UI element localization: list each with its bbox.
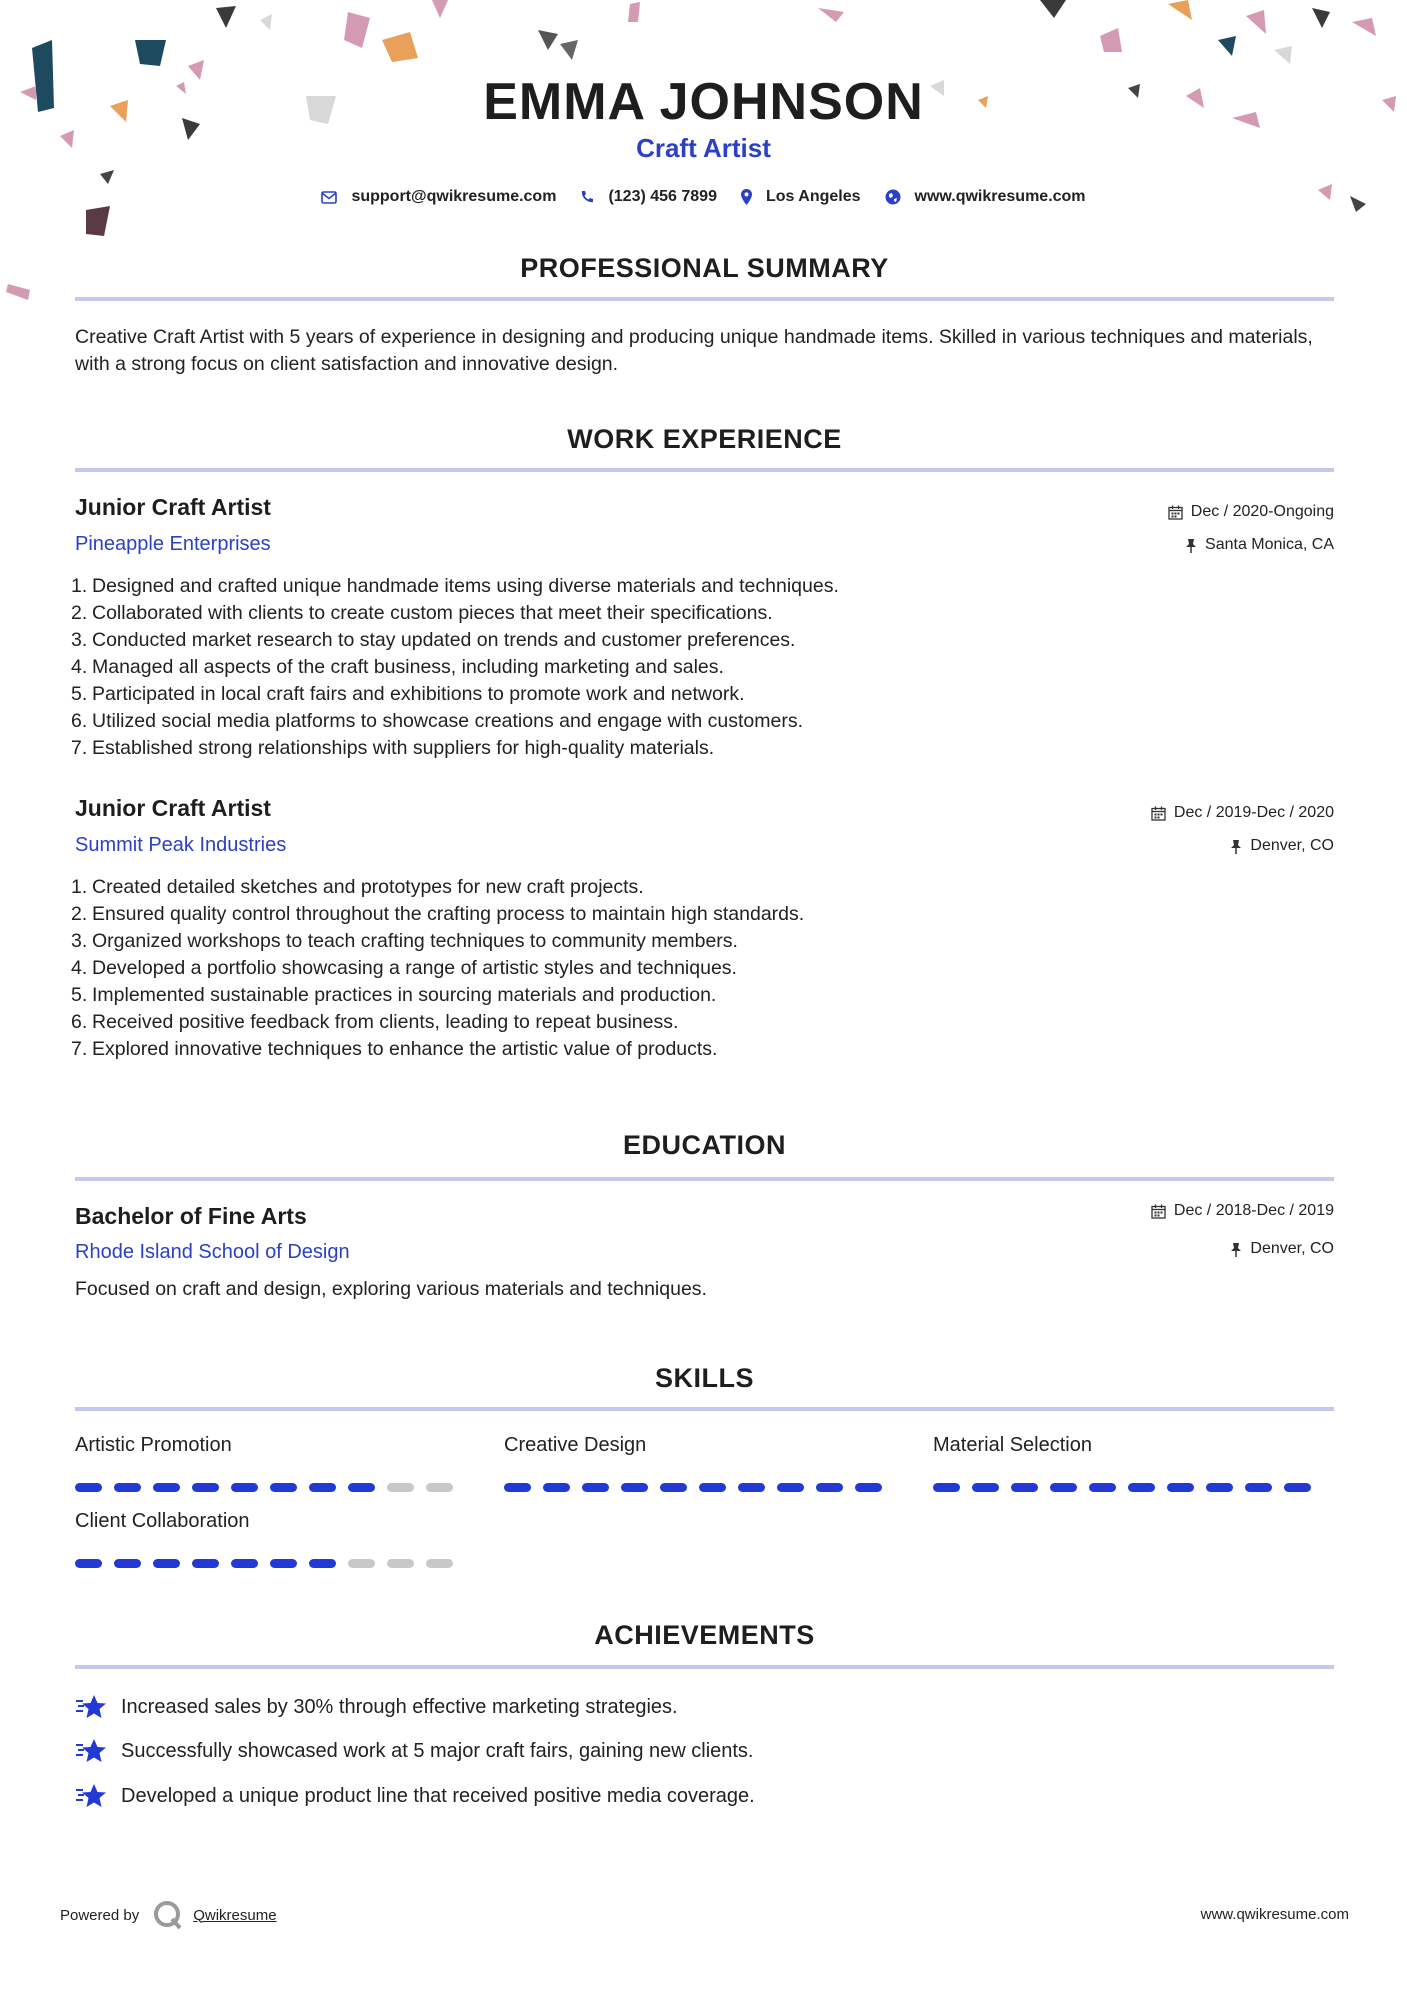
contact-bar (0, 188, 1407, 206)
skill-level-dash (114, 1483, 141, 1492)
job-bullets (71, 573, 1271, 762)
skill-level-bar (933, 1483, 1323, 1492)
skill-name: Creative Design (504, 1434, 647, 1456)
list-item: 5. Participated in local craft fairs and exhibitions to promote work and network. (71, 681, 1271, 708)
achievement-text: Developed a unique product line that received positive media coverage. (121, 1784, 755, 1807)
job-bullets (71, 874, 1271, 1063)
school-name: Rhode Island School of Design (75, 1241, 350, 1263)
skill-level-dash (621, 1483, 648, 1492)
skill-name: Artistic Promotion (75, 1434, 232, 1456)
job-company: Summit Peak Industries (75, 834, 287, 856)
list-item: 1. Designed and crafted unique handmade items using diverse materials and techniques. (71, 573, 1271, 600)
education-description: Focused on craft and design, exploring various materials and techniques. (75, 1278, 707, 1300)
job-company: Pineapple Enterprises (75, 533, 271, 555)
skill-level-dash (309, 1559, 336, 1568)
skills-divider (75, 1407, 1334, 1411)
skill-name: Material Selection (933, 1434, 1092, 1456)
job-dates (1168, 503, 1334, 521)
candidate-role: Craft Artist (636, 133, 771, 163)
envelope-icon (321, 191, 337, 204)
summary-text: Creative Craft Artist with 5 years of experience in designing and producing unique handmade items. Skilled in various techniques and materials, with a strong focus on client satisfaction and innovative design. (75, 326, 1313, 375)
skill-level-dash (738, 1483, 765, 1492)
achievement-item (75, 1782, 755, 1810)
powered-by-label: Powered by (60, 1906, 140, 1924)
education-heading: EDUCATION (623, 1130, 786, 1160)
skill-level-dash (1284, 1483, 1311, 1492)
skill-level-dash (387, 1483, 414, 1492)
list-item: 6. Received positive feedback from clients, leading to repeat business. (71, 1009, 1271, 1036)
star-icon (75, 1693, 107, 1721)
skill-level-bar (75, 1483, 465, 1492)
achievement-text: Successfully showcased work at 5 major craft fairs, gaining new clients. (121, 1739, 754, 1762)
achievements-divider (75, 1665, 1334, 1669)
experience-heading: WORK EXPERIENCE (567, 424, 842, 454)
skill-level-dash (192, 1559, 219, 1568)
list-item-text: Utilized social media platforms to showcase creations and engage with customers. (92, 710, 804, 732)
education-location (1230, 1240, 1334, 1258)
calendar-icon (1168, 505, 1183, 520)
star-icon (75, 1737, 107, 1765)
list-item-text: Participated in local craft fairs and exhibitions to promote work and network. (92, 683, 745, 705)
list-item-text: Designed and crafted unique handmade items using diverse materials and techniques. (92, 575, 839, 597)
list-item-text: Managed all aspects of the craft business, including marketing and sales. (92, 656, 724, 678)
skill-level-dash (1167, 1483, 1194, 1492)
list-item-text: Ensured quality control throughout the crafting process to maintain high standards. (92, 903, 805, 925)
phone-icon (580, 190, 594, 204)
pushpin-icon (1230, 1242, 1242, 1257)
skill-level-dash (660, 1483, 687, 1492)
list-item-text: Established strong relationships with suppliers for high-quality materials. (92, 737, 715, 759)
list-item: 4. Managed all aspects of the craft business, including marketing and sales. (71, 654, 1271, 681)
calendar-icon (1151, 806, 1166, 821)
summary-divider (75, 297, 1334, 301)
skill-level-dash (1089, 1483, 1116, 1492)
achievement-text: Increased sales by 30% through effective marketing strategies. (121, 1695, 678, 1718)
skill-level-bar (504, 1483, 894, 1492)
job-dates (1151, 804, 1334, 822)
skill-level-dash (1206, 1483, 1233, 1492)
skills-heading: SKILLS (654, 1363, 754, 1393)
contact-location-text: Los Angeles (765, 188, 861, 205)
education-location-text: Denver, CO (1250, 1240, 1334, 1257)
achievement-item (75, 1693, 678, 1721)
footer-powered-by (60, 1900, 277, 1930)
star-icon (75, 1782, 107, 1810)
job-location (1185, 536, 1334, 554)
skill-name: Client Collaboration (75, 1510, 250, 1532)
list-item-text: Developed a portfolio showcasing a range of artistic styles and techniques. (92, 957, 737, 979)
candidate-name: EMMA JOHNSON (483, 73, 924, 131)
skill-level-dash (270, 1483, 297, 1492)
list-item: 2. Ensured quality control throughout the crafting process to maintain high standards. (71, 901, 1271, 928)
pushpin-icon (1230, 839, 1242, 854)
list-item: 7. Established strong relationships with suppliers for high-quality materials. (71, 735, 1271, 762)
contact-phone-text: (123) 456 7899 (608, 188, 717, 205)
contact-location (741, 188, 861, 206)
education-dates (1151, 1202, 1334, 1220)
job-location-text: Santa Monica, CA (1205, 536, 1334, 553)
skill-level-dash (504, 1483, 531, 1492)
skill-level-dash (192, 1483, 219, 1492)
list-item: 2. Collaborated with clients to create custom pieces that meet their specifications. (71, 600, 1271, 627)
job-dates-text: Dec / 2020-Ongoing (1190, 503, 1334, 520)
qwikresume-link[interactable]: Qwikresume (193, 1906, 277, 1924)
skill-level-dash (699, 1483, 726, 1492)
skill-level-dash (426, 1559, 453, 1568)
skill-level-dash (153, 1483, 180, 1492)
contact-email-text: support@qwikresume.com (351, 188, 557, 205)
qwikresume-logo-icon (153, 1900, 183, 1930)
skill-level-dash (75, 1559, 102, 1568)
skill-level-dash (426, 1483, 453, 1492)
job-dates-text: Dec / 2019-Dec / 2020 (1173, 804, 1334, 821)
list-item-text: Collaborated with clients to create custom pieces that meet their specifications. (92, 602, 773, 624)
skill-level-dash (114, 1559, 141, 1568)
degree-title: Bachelor of Fine Arts (75, 1203, 307, 1229)
list-item-text: Conducted market research to stay updated on trends and customer preferences. (92, 629, 796, 651)
experience-divider (75, 468, 1334, 472)
list-item: 5. Implemented sustainable practices in sourcing materials and production. (71, 982, 1271, 1009)
skill-level-dash (231, 1483, 258, 1492)
skill-level-dash (153, 1559, 180, 1568)
skill-level-bar (75, 1559, 465, 1568)
contact-website-text: www.qwikresume.com (914, 188, 1086, 205)
map-pin-icon (741, 189, 752, 205)
calendar-icon (1151, 1204, 1166, 1219)
contact-phone[interactable] (580, 188, 717, 206)
job-location (1230, 837, 1334, 855)
list-item-text: Explored innovative techniques to enhance the artistic value of products. (92, 1038, 718, 1060)
skill-level-dash (348, 1559, 375, 1568)
skill-level-dash (309, 1483, 336, 1492)
job-title: Junior Craft Artist (75, 795, 271, 821)
list-item: 7. Explored innovative techniques to enhance the artistic value of products. (71, 1036, 1271, 1063)
skill-level-dash (816, 1483, 843, 1492)
education-dates-text: Dec / 2018-Dec / 2019 (1173, 1202, 1334, 1219)
list-item: 1. Created detailed sketches and prototypes for new craft projects. (71, 874, 1271, 901)
education-divider (75, 1177, 1334, 1181)
footer-website-link[interactable]: www.qwikresume.com (1200, 1906, 1349, 1923)
skill-level-dash (855, 1483, 882, 1492)
contact-website[interactable] (885, 188, 1086, 206)
skill-level-dash (348, 1483, 375, 1492)
skill-level-dash (543, 1483, 570, 1492)
pushpin-icon (1185, 538, 1197, 553)
skill-level-dash (1245, 1483, 1272, 1492)
skill-level-dash (1128, 1483, 1155, 1492)
skill-level-dash (1011, 1483, 1038, 1492)
achievements-heading: ACHIEVEMENTS (594, 1620, 815, 1650)
list-item: 3. Organized workshops to teach crafting techniques to community members. (71, 928, 1271, 955)
skill-level-dash (972, 1483, 999, 1492)
skill-level-dash (582, 1483, 609, 1492)
skill-level-dash (933, 1483, 960, 1492)
list-item-text: Received positive feedback from clients, leading to repeat business. (92, 1011, 679, 1033)
achievement-item (75, 1737, 754, 1765)
skill-level-dash (777, 1483, 804, 1492)
list-item-text: Organized workshops to teach crafting techniques to community members. (92, 930, 738, 952)
list-item: 6. Utilized social media platforms to showcase creations and engage with customers. (71, 708, 1271, 735)
list-item: 3. Conducted market research to stay updated on trends and customer preferences. (71, 627, 1271, 654)
job-title: Junior Craft Artist (75, 494, 271, 520)
globe-icon (885, 189, 901, 205)
skill-level-dash (1050, 1483, 1077, 1492)
skill-level-dash (270, 1559, 297, 1568)
list-item: 4. Developed a portfolio showcasing a range of artistic styles and techniques. (71, 955, 1271, 982)
list-item-text: Implemented sustainable practices in sourcing materials and production. (92, 984, 717, 1006)
skill-level-dash (231, 1559, 258, 1568)
list-item-text: Created detailed sketches and prototypes for new craft projects. (92, 876, 644, 898)
summary-heading: PROFESSIONAL SUMMARY (520, 253, 889, 283)
skill-level-dash (75, 1483, 102, 1492)
job-location-text: Denver, CO (1250, 837, 1334, 854)
contact-email[interactable] (321, 188, 556, 206)
skill-level-dash (387, 1559, 414, 1568)
